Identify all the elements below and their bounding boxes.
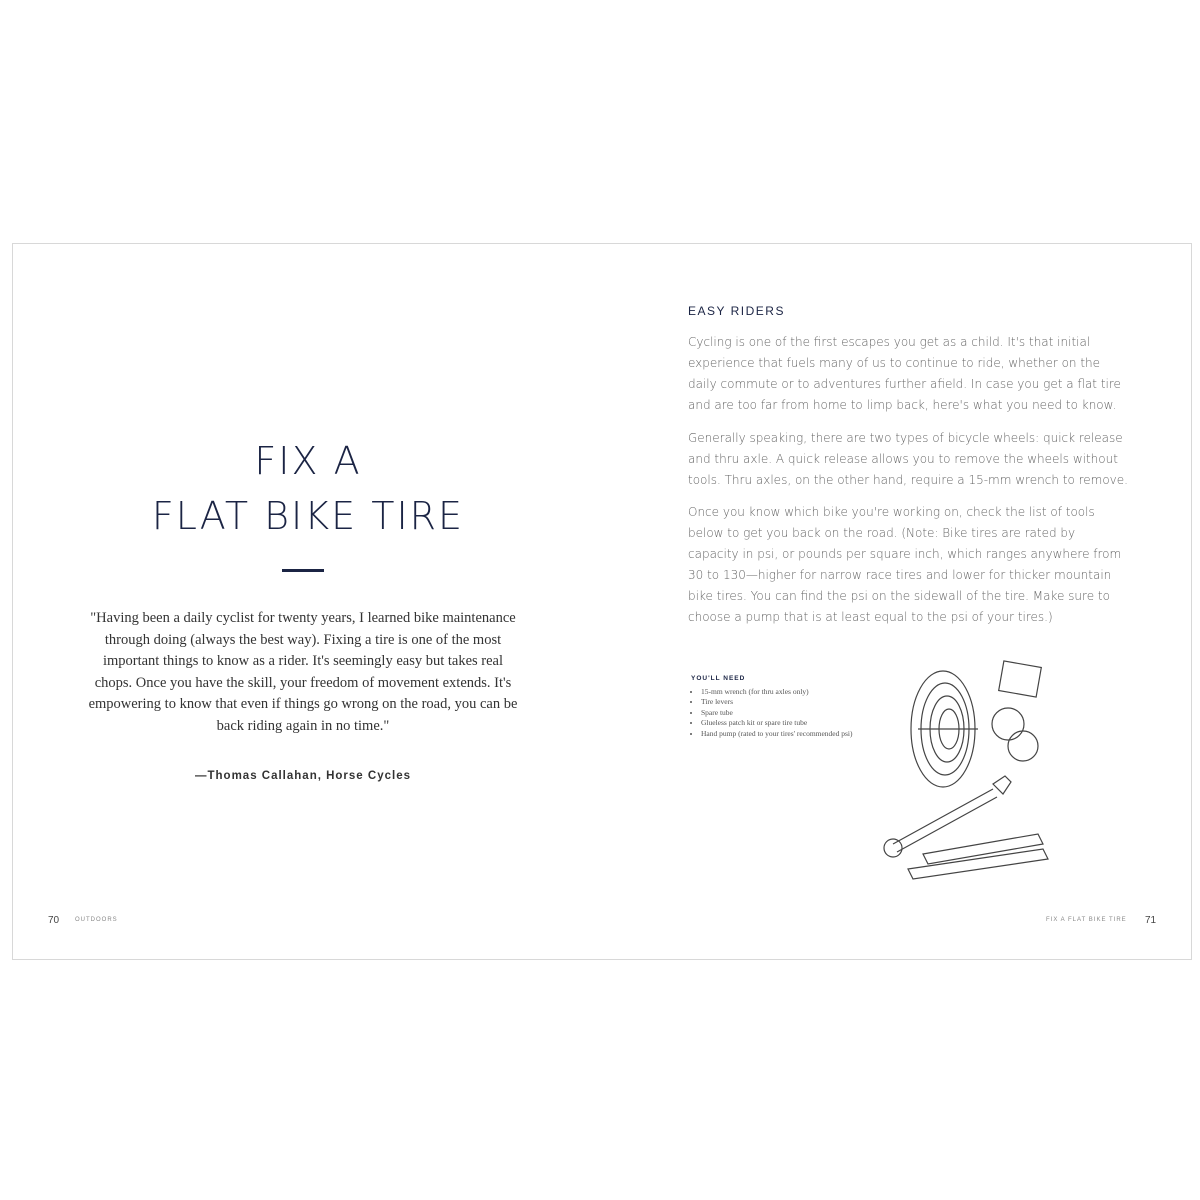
page-title	[13, 434, 603, 544]
body-paragraph: Cycling is one of the first escapes you get as a child. It's that initial experience that fuels many of us to continue to ride, whether on the daily commute or to adventures further afield. In case you get a flat tire and are too far from home to limp back, here's what you need to know.	[688, 335, 1121, 412]
page-number: 70	[48, 915, 60, 926]
list-item: • Hand pump (rated to your tires' recommended psi)	[701, 729, 861, 740]
tire-icon	[911, 671, 978, 787]
title-divider	[282, 569, 324, 572]
title-line-2: FLAT BIKE TIRE	[151, 494, 465, 538]
book-spread	[12, 243, 1192, 960]
running-head: FIX A FLAT BIKE TIRE	[1046, 917, 1127, 923]
title-line-1: FIX A	[254, 439, 362, 483]
list-item: • Glueless patch kit or spare tire tube	[701, 718, 861, 729]
right-page	[603, 244, 1191, 959]
tools-list	[691, 674, 861, 739]
tools-illustration	[883, 654, 1083, 884]
running-head: OUTDOORS	[75, 917, 118, 923]
body-paragraph: Generally speaking, there are two types of bicycle wheels: quick release and thru axle. A quick release allows you to remove the wheels without tools. Thru axles, on the other hand, require a 15-mm wrench to remove.	[688, 431, 1128, 487]
left-page	[13, 244, 604, 959]
section-heading: EASY RIDERS	[688, 304, 785, 318]
page-number: 71	[1145, 915, 1157, 926]
pull-quote: "Having been a daily cyclist for twenty years, I learned bike maintenance through doing (always the best way). Fixing a tire is one of the most important things to know as a rider. It's seemingly easy but takes real chops. Once you have the skill, your freedom of movement extends. It's empowering to know that even if things go wrong on the road, you can be back riding again in no time."	[88, 610, 518, 734]
tools-heading: YOU'LL NEED	[691, 675, 746, 682]
list-item: • 15-mm wrench (for thru axles only)	[701, 687, 861, 698]
patch-kit-icon	[992, 661, 1041, 761]
body-paragraph: Once you know which bike you're working on, check the list of tools below to get you back on the road. (Note: Bike tires are rated by capacity in psi, or pounds per square inch, which ranges anywhere from 30 to 130—higher for narrow race tires and lower for thicker mountain bike tires. You can find the psi on the sidewall of the tire. Make sure to choose a pump that is at least equal to the psi of your tires.)	[688, 505, 1122, 624]
quote-attribution: —Thomas Callahan, Horse Cycles	[195, 770, 411, 782]
list-item: • Spare tube	[701, 708, 861, 719]
tire-levers-icon	[908, 834, 1048, 879]
list-item: • Tire levers	[701, 697, 861, 708]
wrench-icon	[884, 776, 1011, 857]
